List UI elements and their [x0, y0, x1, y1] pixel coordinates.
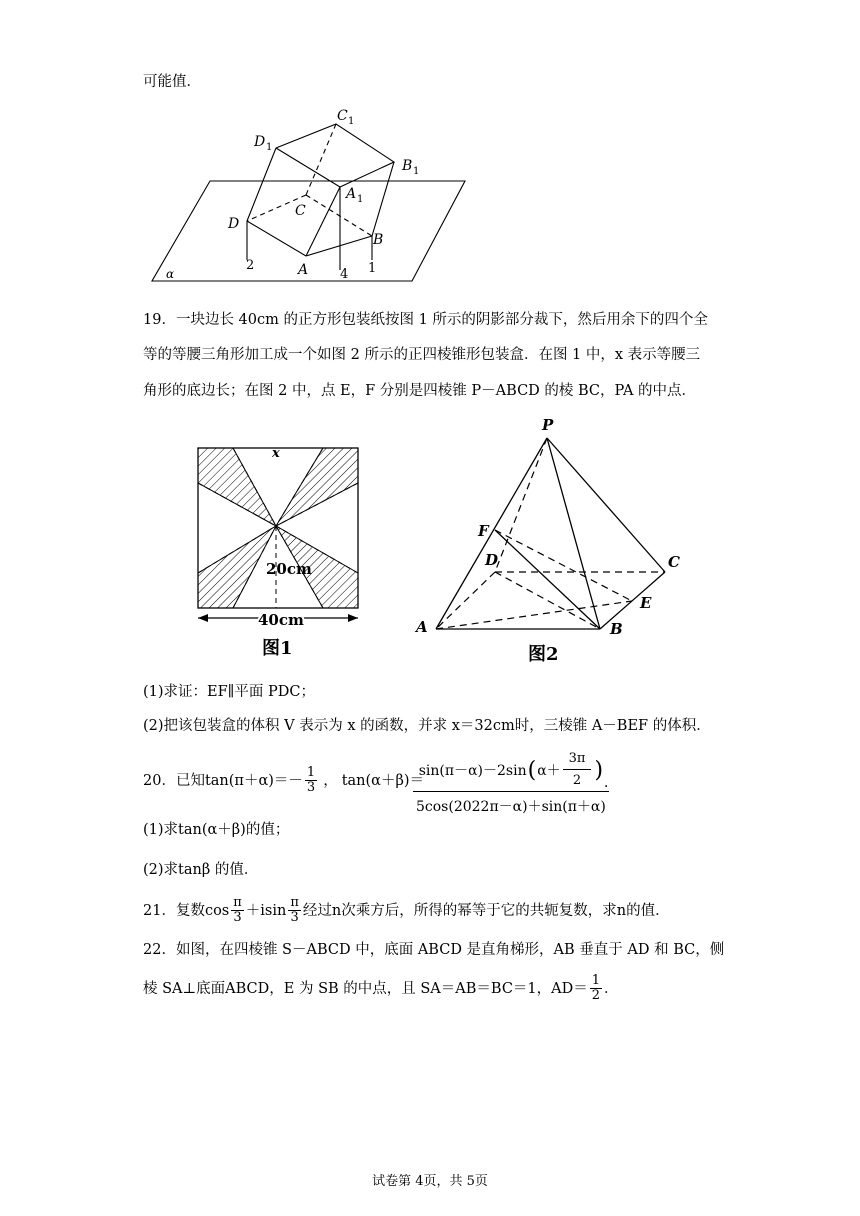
q22-frac-num: 1 — [591, 973, 601, 988]
label-C1: C — [337, 108, 348, 124]
label-D1-sub: 1 — [266, 142, 273, 153]
q19-line2: 等的等腰三角形加工成一个如图 2 所示的正四棱锥形包装盒．在图 1 中，x 表示等腰三 — [143, 347, 701, 363]
fig1-20cm-label: 20cm — [266, 560, 312, 578]
q20-big-fraction — [410, 752, 612, 816]
fig2-label-D: D — [485, 551, 499, 569]
label-1: 1 — [368, 261, 377, 276]
fig2-label-E: E — [640, 594, 652, 612]
q20-end: ． — [604, 775, 618, 791]
q20-big-numerator: sin(π－α)－2sin ( α＋ $\frac{3\pi}{2}$ ) — [413, 752, 609, 792]
q19-line3: 角形的底边长；在图 2 中，点 E，F 分别是四棱锥 P－ABCD 的棱 BC，PA 的中点． — [143, 383, 697, 399]
q20-num-fraction — [563, 752, 592, 788]
label-C: C — [295, 203, 306, 219]
fig1-caption: 图1 — [262, 638, 293, 659]
label-2: 2 — [246, 258, 255, 273]
label-B1-sub: 1 — [413, 166, 420, 177]
label-B: B — [373, 232, 384, 248]
q21-frac-b-den: 3 — [290, 910, 299, 925]
q20-num-part2: α＋ — [537, 763, 561, 779]
q22-line2b: ． — [604, 980, 619, 997]
figure-1-square — [190, 440, 370, 665]
fig2-label-F: F — [478, 522, 489, 540]
q21-frac-b-num: π — [290, 895, 299, 910]
q22-line1: 22．如图，在四棱锥 S－ABCD 中，底面 ABCD 是直角梯形，AB 垂直于 AD 和 BC，侧 — [143, 942, 725, 958]
q21-mid: ＋isin — [245, 902, 287, 919]
q20-part1: (1)求tan(α＋β)的值； — [143, 822, 290, 838]
q20-given: 20．已知 tan(π＋α)＝－ $\frac{1}{3}$ ， tan(α＋β)＝ — [143, 765, 424, 795]
fig2-caption: 图2 — [528, 644, 559, 665]
q20-given2: tan(α＋β)＝ — [341, 772, 424, 789]
q22-frac-den: 2 — [591, 988, 601, 1003]
q20-frac-num: 1 — [306, 765, 316, 780]
page-footer: 试卷第 4页，共 5页 — [372, 1174, 488, 1189]
q21-tail: 经过n次乘方后，所得的幂等于它的共轭复数，求n的值． — [302, 902, 670, 919]
q20-num-frac-den: 2 — [572, 773, 582, 788]
fig1-40cm-label: 40cm — [258, 611, 304, 629]
label-A1: A — [346, 186, 357, 202]
q20-big-denominator: 5cos(2022π－α)＋sin(π＋α) — [416, 799, 606, 815]
label-C1-sub: 1 — [348, 116, 355, 127]
q21-frac-a-num: π — [233, 895, 242, 910]
q22-line2a: 棱 SA⊥底面ABCD，E 为 SB 的中点，且 SA＝AB＝BC＝1，AD＝ — [143, 980, 588, 997]
q22-line2 — [143, 974, 619, 1003]
q20-num-frac-num: 3π — [563, 752, 592, 770]
cube-plane-figure — [140, 100, 480, 290]
q20-fraction-one-third — [305, 766, 317, 795]
fig1-x-label: x — [272, 446, 280, 461]
q20-lead: 20．已知 — [143, 772, 205, 789]
q20-part2: (2)求tanβ 的值． — [143, 862, 259, 878]
q19-line1: 19．一块边长 40cm 的正方形包装纸按图 1 所示的阴影部分裁下，然后用余下的四个全 — [143, 312, 708, 328]
q19-part2: (2)把该包装盒的体积 V 表示为 x 的函数，并求 x＝32cm时，三棱锥 A－BEF 的体积． — [143, 718, 711, 734]
q21-frac-b — [288, 896, 301, 925]
label-D: D — [228, 216, 240, 232]
fig2-label-P: P — [542, 416, 554, 434]
q21-frac-a-den: 3 — [233, 910, 242, 925]
label-alpha: α — [166, 267, 175, 281]
fig2-label-A: A — [416, 618, 428, 636]
label-B1: B — [402, 158, 413, 174]
q20-num-part1: sin(π－α)－2sin — [418, 763, 527, 779]
q21-lead: 21．复数cos — [143, 902, 230, 919]
label-A1-sub: 1 — [357, 194, 364, 205]
fig2-label-B: B — [610, 620, 623, 638]
fig2-label-C: C — [668, 553, 680, 571]
label-4: 4 — [340, 267, 349, 282]
q22-fraction-half — [590, 974, 602, 1003]
figure-2-pyramid — [410, 410, 690, 670]
q19-part1: (1)求证：EF∥平面 PDC； — [143, 684, 315, 700]
q21-frac-a — [231, 896, 244, 925]
q20-given1: tan(π＋α)＝－ — [204, 772, 303, 789]
q20-frac-den: 3 — [306, 780, 316, 795]
carryover-text: 可能值． — [143, 74, 201, 90]
label-A: A — [298, 262, 309, 278]
q21-line — [143, 896, 670, 925]
label-D1: D — [254, 134, 266, 150]
